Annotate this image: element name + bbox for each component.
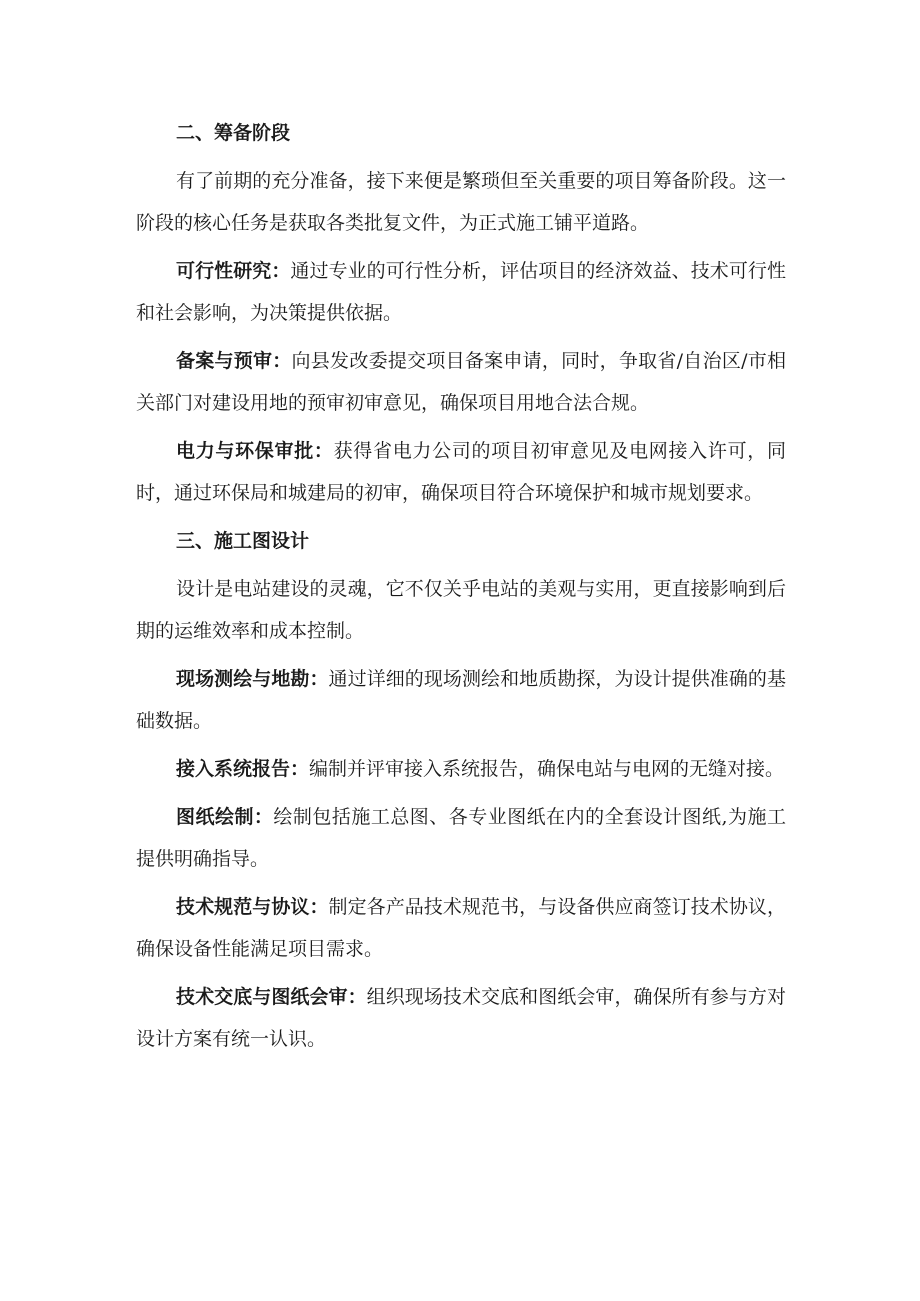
term-label: 技术交底与图纸会审：	[176, 986, 367, 1008]
paragraph-feasibility-study	[136, 250, 786, 334]
document-body	[136, 112, 786, 1066]
paragraph-tech-specs	[136, 886, 786, 970]
term-label: 备案与预审：	[176, 350, 292, 372]
term-text: 绘制包括施工总图、各专业图纸在内的全套设计图纸,为施工提供明确指导。	[136, 806, 786, 870]
term-label: 电力与环保审批：	[176, 440, 334, 462]
term-label: 图纸绘制：	[176, 806, 274, 828]
paragraph-tech-briefing	[136, 976, 786, 1060]
paragraph-power-environment-approval	[136, 430, 786, 514]
term-text: 组织现场技术交底和图纸会审，确保所有参与方对设计方案有统一认识。	[136, 986, 786, 1050]
paragraph-design-intro: 设计是电站建设的灵魂，它不仅关乎电站的美观与实用，更直接影响到后期的运维效率和成本控制。	[136, 578, 786, 642]
term-text: 制定各产品技术规范书，与设备供应商签订技术协议，确保设备性能满足项目需求。	[136, 896, 786, 960]
term-label: 接入系统报告：	[176, 758, 310, 780]
section-heading-preparation: 二、筹备阶段	[176, 122, 291, 144]
paragraph-drawings	[136, 796, 786, 880]
term-text: 通过详细的现场测绘和地质勘探，为设计提供准确的基础数据。	[136, 668, 786, 732]
term-label: 技术规范与协议：	[176, 896, 329, 918]
paragraph-filing-pre-review	[136, 340, 786, 424]
term-text: 编制并评审接入系统报告，确保电站与电网的无缝对接。	[309, 758, 785, 780]
paragraph-preparation-intro: 有了前期的充分准备，接下来便是繁琐但至关重要的项目筹备阶段。这一阶段的核心任务是获取各类批复文件，为正式施工铺平道路。	[136, 170, 786, 234]
term-text: 通过专业的可行性分析，评估项目的经济效益、技术可行性和社会影响，为决策提供依据。	[136, 260, 786, 324]
term-label: 可行性研究：	[176, 260, 291, 282]
term-text: 向县发改委提交项目备案申请，同时，争取省/自治区/市相关部门对建设用地的预审初审意见，确保项目用地合法合规。	[136, 350, 786, 414]
paragraph-grid-access-report	[136, 748, 786, 790]
paragraph-survey	[136, 658, 786, 742]
section-heading-construction-design: 三、施工图设计	[176, 530, 310, 552]
term-label: 现场测绘与地勘：	[176, 668, 329, 690]
term-text: 获得省电力公司的项目初审意见及电网接入许可，同时，通过环保局和城建局的初审，确保项目符合环境保护和城市规划要求。	[136, 440, 786, 504]
